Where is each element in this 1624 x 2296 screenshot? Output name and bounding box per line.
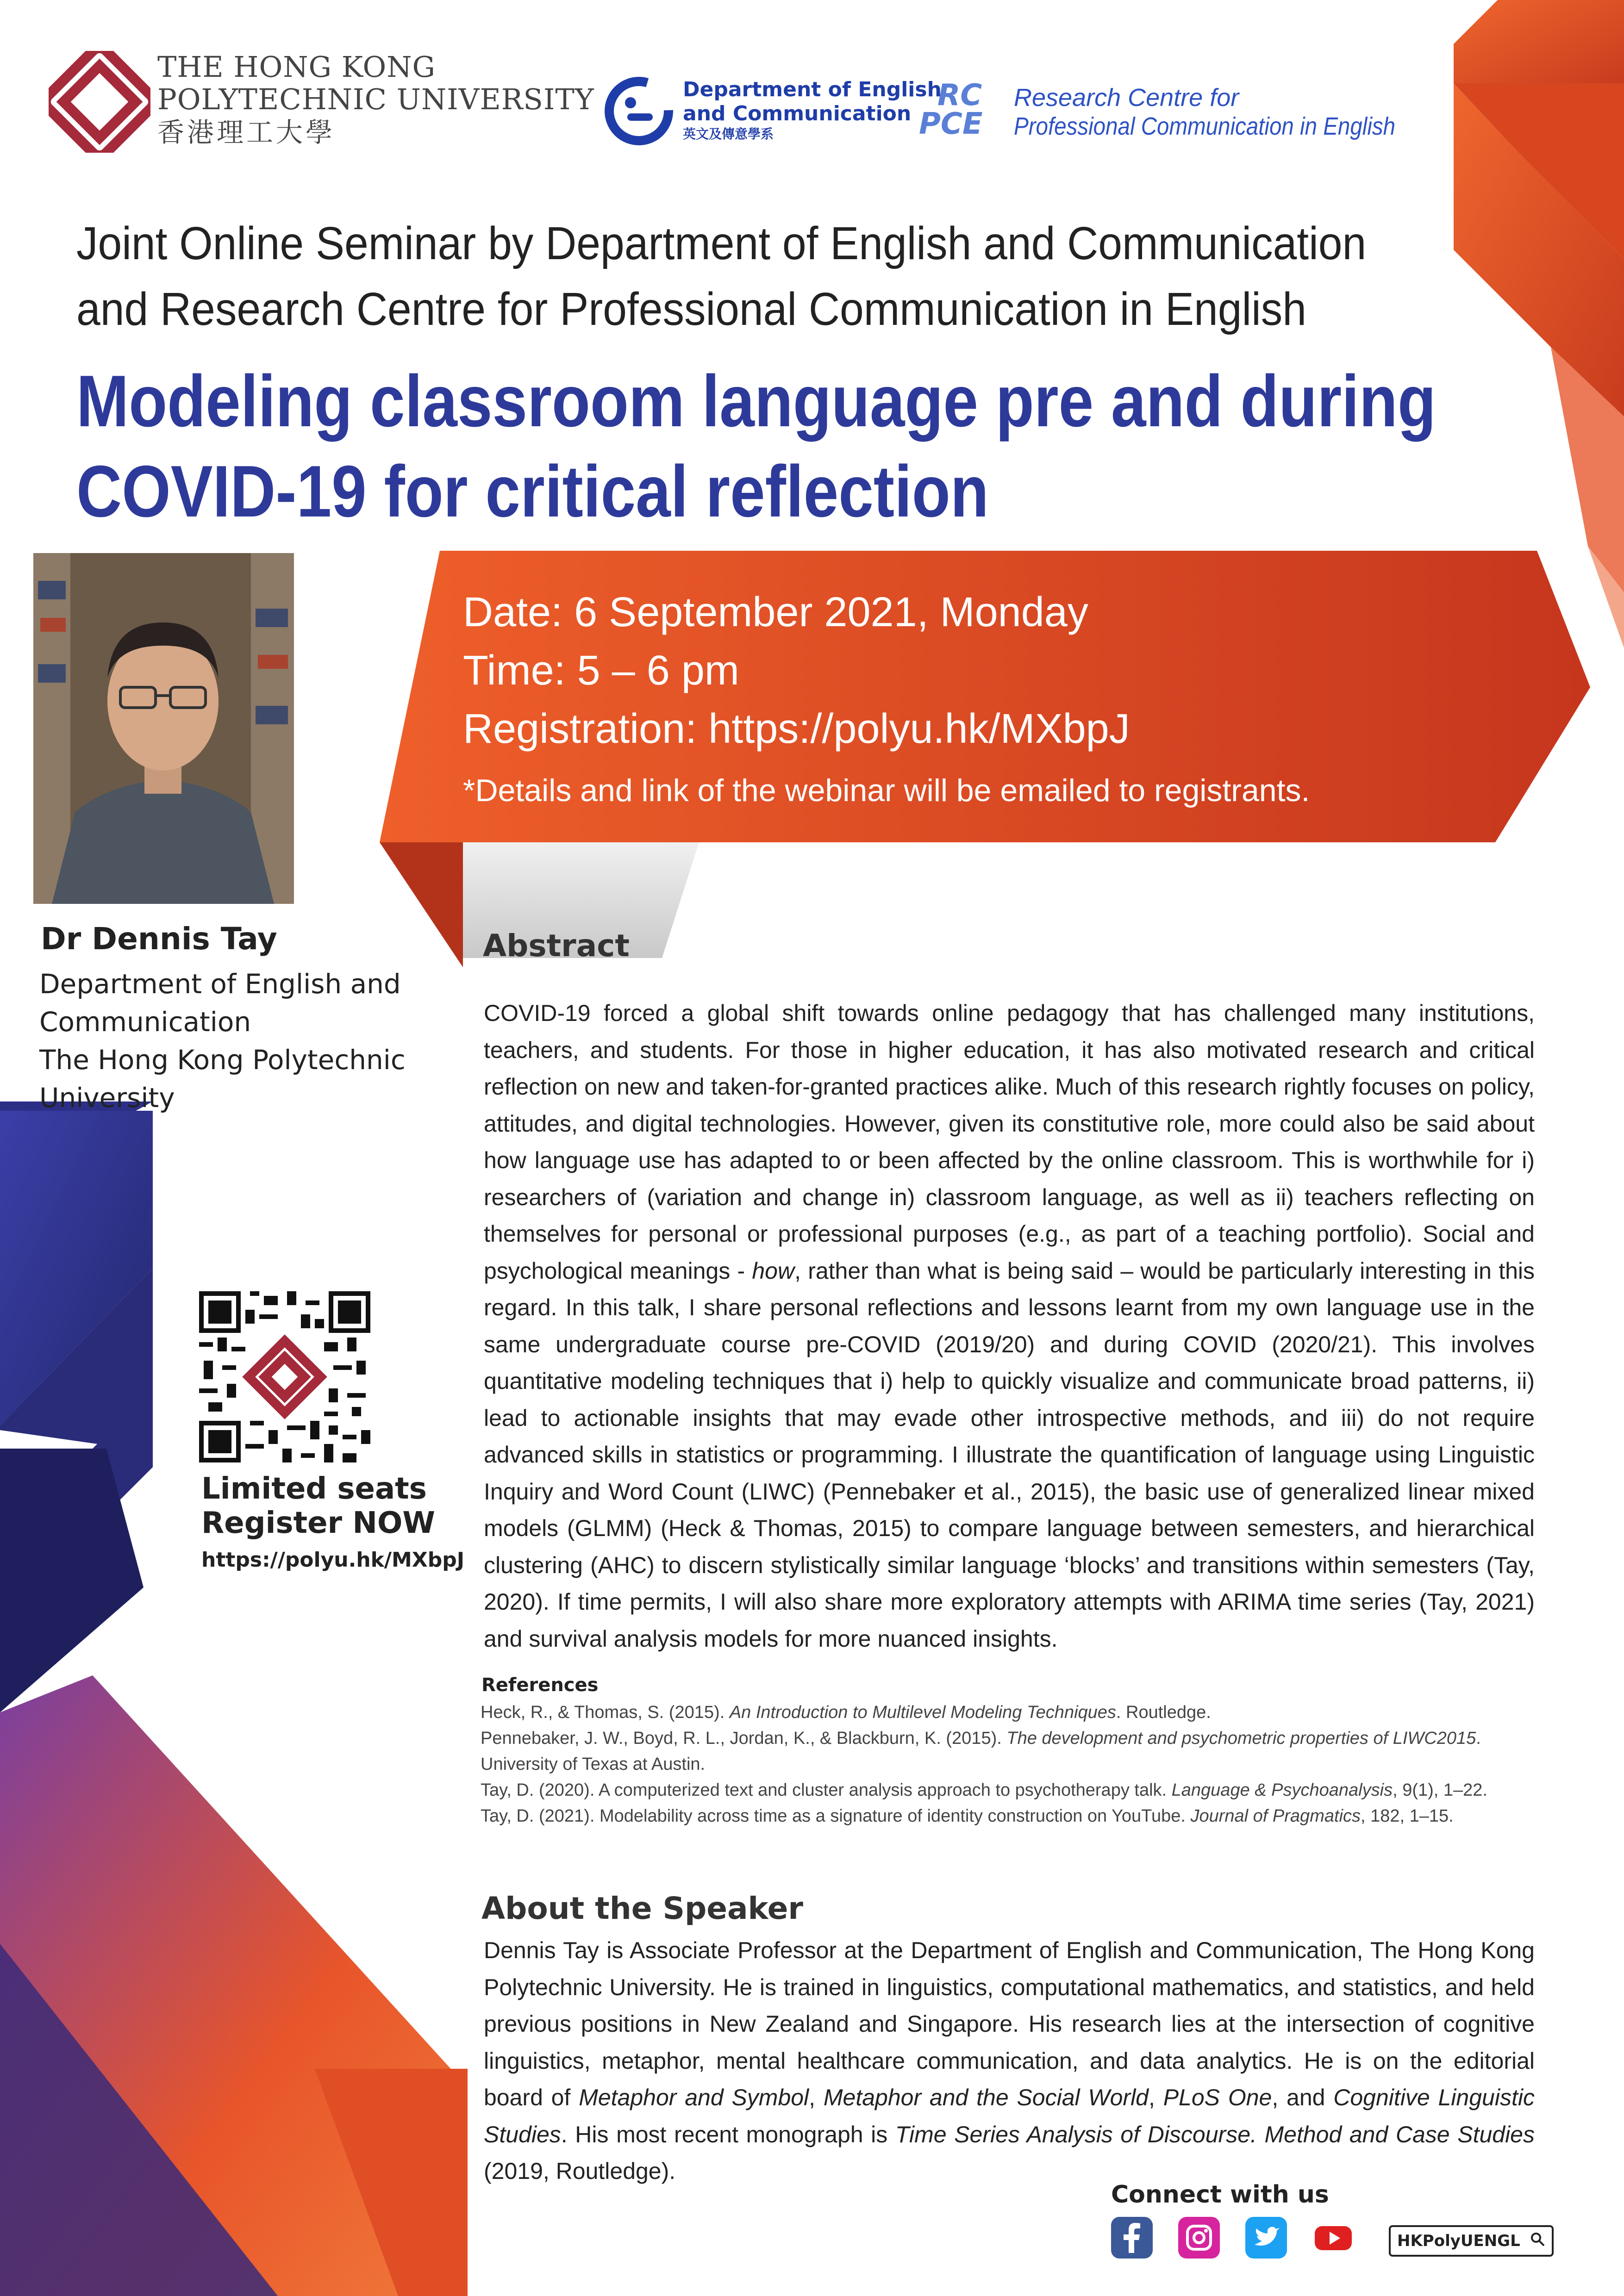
rcpce-mark-top: RC: [937, 78, 982, 112]
about-speaker-body: Dennis Tay is Associate Professor at the Department of English and Communication, The Hong Kong Polytechnic University. He is trained in linguistics, computational mathematics, and statistics, and held previous positions in New Zealand and Singapore. His research lies at the intersection of cognitive linguistics, metaphor, mental healthcare communication, and data analytics. He is on the editorial board of Metaphor and Symbol, Metaphor and the Social World, PLoS One, and Cognitive Linguistic Studies. His most recent monograph is Time Series Analysis of Discourse. Method and Case Studies (2019, Routledge).: [484, 1937, 1535, 2184]
abstract-text-2: , rather than what is being said – would be particularly interesting in this regard. In this talk, I share personal reflections and lessons learnt from my own language use in the same undergraduate course pre-COVID (2019/20) and during COVID (2020/21). This involves quantitative modeling techniques that i) help to quickly visualize and communicate broad patterns, ii) lead to actionable insights that may evade other introspective methods, and iii) do not require advanced skills in statistics or programming. I illustrate the quantification of language using Linguistic Inquiry and Word Count (LIWC) (Pennebaker et al., 2015), the basic use of generalized linear mixed models (GLMM) (Heck & Thomas, 2015) to compare language between semesters, and hierarchical clustering (AHC) to discern stylistically similar language ‘blocks’ and transitions within semesters (Tay, 2020). If time permits, I will also share more exploratory attempts with ARIMA time series (Tay, 2021) and survival analysis models for more nuanced insights.: [484, 1257, 1535, 1652]
speaker-aff-line1: Department of English and: [39, 968, 401, 1000]
rcpce-logo-mark: [919, 78, 983, 141]
dec-line1: Department of English: [683, 78, 942, 101]
reference-item: Pennebaker, J. W., Boyd, R. L., Jordan, K., & Blackburn, K. (2015). The development and psychometric properties of LIWC2015. University of Texas at Austin.: [481, 1729, 1481, 1774]
about-speaker-heading: About the Speaker: [481, 1891, 803, 1926]
dec-chinese: 英文及傳意學系: [683, 126, 774, 142]
dec-line2: and Communication: [683, 102, 912, 125]
seminar-title: [76, 356, 1436, 537]
youtube-icon[interactable]: [1312, 2217, 1354, 2259]
intro-line1: Joint Online Seminar by Department of English and Communication: [76, 218, 1367, 269]
dec-logo-icon: [602, 74, 676, 150]
seminar-intro: [76, 211, 1463, 342]
abstract-heading: Abstract: [483, 928, 630, 964]
register-now-text: Register NOW: [201, 1506, 435, 1540]
limited-seats-text: Limited seats: [201, 1472, 427, 1506]
event-date: Date: 6 September 2021, Monday: [463, 589, 1088, 635]
dec-wordmark: [683, 78, 942, 143]
twitter-icon[interactable]: [1245, 2217, 1287, 2259]
event-note: *Details and link of the webinar will be emailed to registrants.: [463, 773, 1310, 808]
references-heading: References: [481, 1674, 599, 1696]
rcpce-line1: Research Centre for: [1014, 84, 1239, 112]
registration-qr-code[interactable]: [199, 1291, 370, 1462]
references-list: [481, 1699, 1545, 1829]
intro-line2: and Research Centre for Professional Communication in English: [76, 283, 1306, 335]
limited-seats-callout: [201, 1472, 435, 1540]
abstract-text-1: COVID-19 forced a global shift towards online pedagogy that has challenged many institutions, teachers, and students. For those in higher education, it has also motivated research and critical reflection on new and taken-for-granted practices alike. Much of this research rightly focuses on policy, attitudes, and digital technologies. However, given its constitutive role, more could also be said about how language use has adapted to or been affected by the online classroom. This is worthwhile for i) researchers of (variation and change in) classroom language, as well as ii) teachers reflecting on themselves for personal or professional purposes (e.g., as part of a teaching portfolio). Social and psychological meanings -: [484, 1000, 1535, 1284]
polyu-name-chinese: 香港理工大學: [157, 117, 336, 148]
title-line2: COVID-19 for critical reflection: [76, 451, 989, 532]
rcpce-line2: Professional Communication in English: [1014, 112, 1396, 140]
registration-short-link[interactable]: https://polyu.hk/MXbpJ: [201, 1548, 465, 1572]
event-details: [463, 583, 1310, 813]
reference-item: Tay, D. (2021). Modelability across time as a signature of identity construction on YouTube. Journal of Pragmatics, 182, 1–15.: [481, 1806, 1454, 1826]
facebook-icon[interactable]: [1111, 2217, 1153, 2259]
hashtag-search-box[interactable]: [1389, 2225, 1554, 2257]
rcpce-mark-bottom: PCE: [919, 107, 983, 141]
speaker-affiliation: [39, 965, 410, 1117]
event-time: Time: 5 – 6 pm: [463, 647, 739, 694]
polyu-name-line1: THE HONG KONG: [157, 50, 436, 84]
polyu-name-line2: POLYTECHNIC UNIVERSITY: [157, 82, 594, 116]
hashtag-text: HKPolyUENGL: [1397, 2232, 1520, 2250]
instagram-icon[interactable]: [1178, 2217, 1220, 2259]
polyu-wordmark: [157, 51, 594, 149]
speaker-photo: [33, 553, 294, 904]
rcpce-wordmark: [1014, 83, 1447, 141]
speaker-name: Dr Dennis Tay: [41, 921, 277, 957]
connect-heading: Connect with us: [1111, 2181, 1329, 2209]
title-line1: Modeling classroom language pre and during: [76, 361, 1436, 442]
abstract-emphasis: how: [752, 1257, 795, 1284]
reference-item: Tay, D. (2020). A computerized text and cluster analysis approach to psychotherapy talk. Language & Psychoanalysis, 9(1), 1–22.: [481, 1780, 1487, 1800]
speaker-aff-line3: The Hong Kong Polytechnic: [39, 1044, 406, 1076]
search-icon: [1530, 2228, 1545, 2256]
reference-item: Heck, R., & Thomas, S. (2015). An Introduction to Multilevel Modeling Techniques. Routledge.: [481, 1703, 1211, 1722]
abstract-body: [484, 995, 1535, 1657]
event-registration-link[interactable]: Registration: https://polyu.hk/MXbpJ: [463, 706, 1130, 752]
polyu-logo-icon: [49, 51, 150, 153]
speaker-aff-line4: University: [39, 1082, 175, 1114]
speaker-aff-line2: Communication: [39, 1006, 251, 1038]
